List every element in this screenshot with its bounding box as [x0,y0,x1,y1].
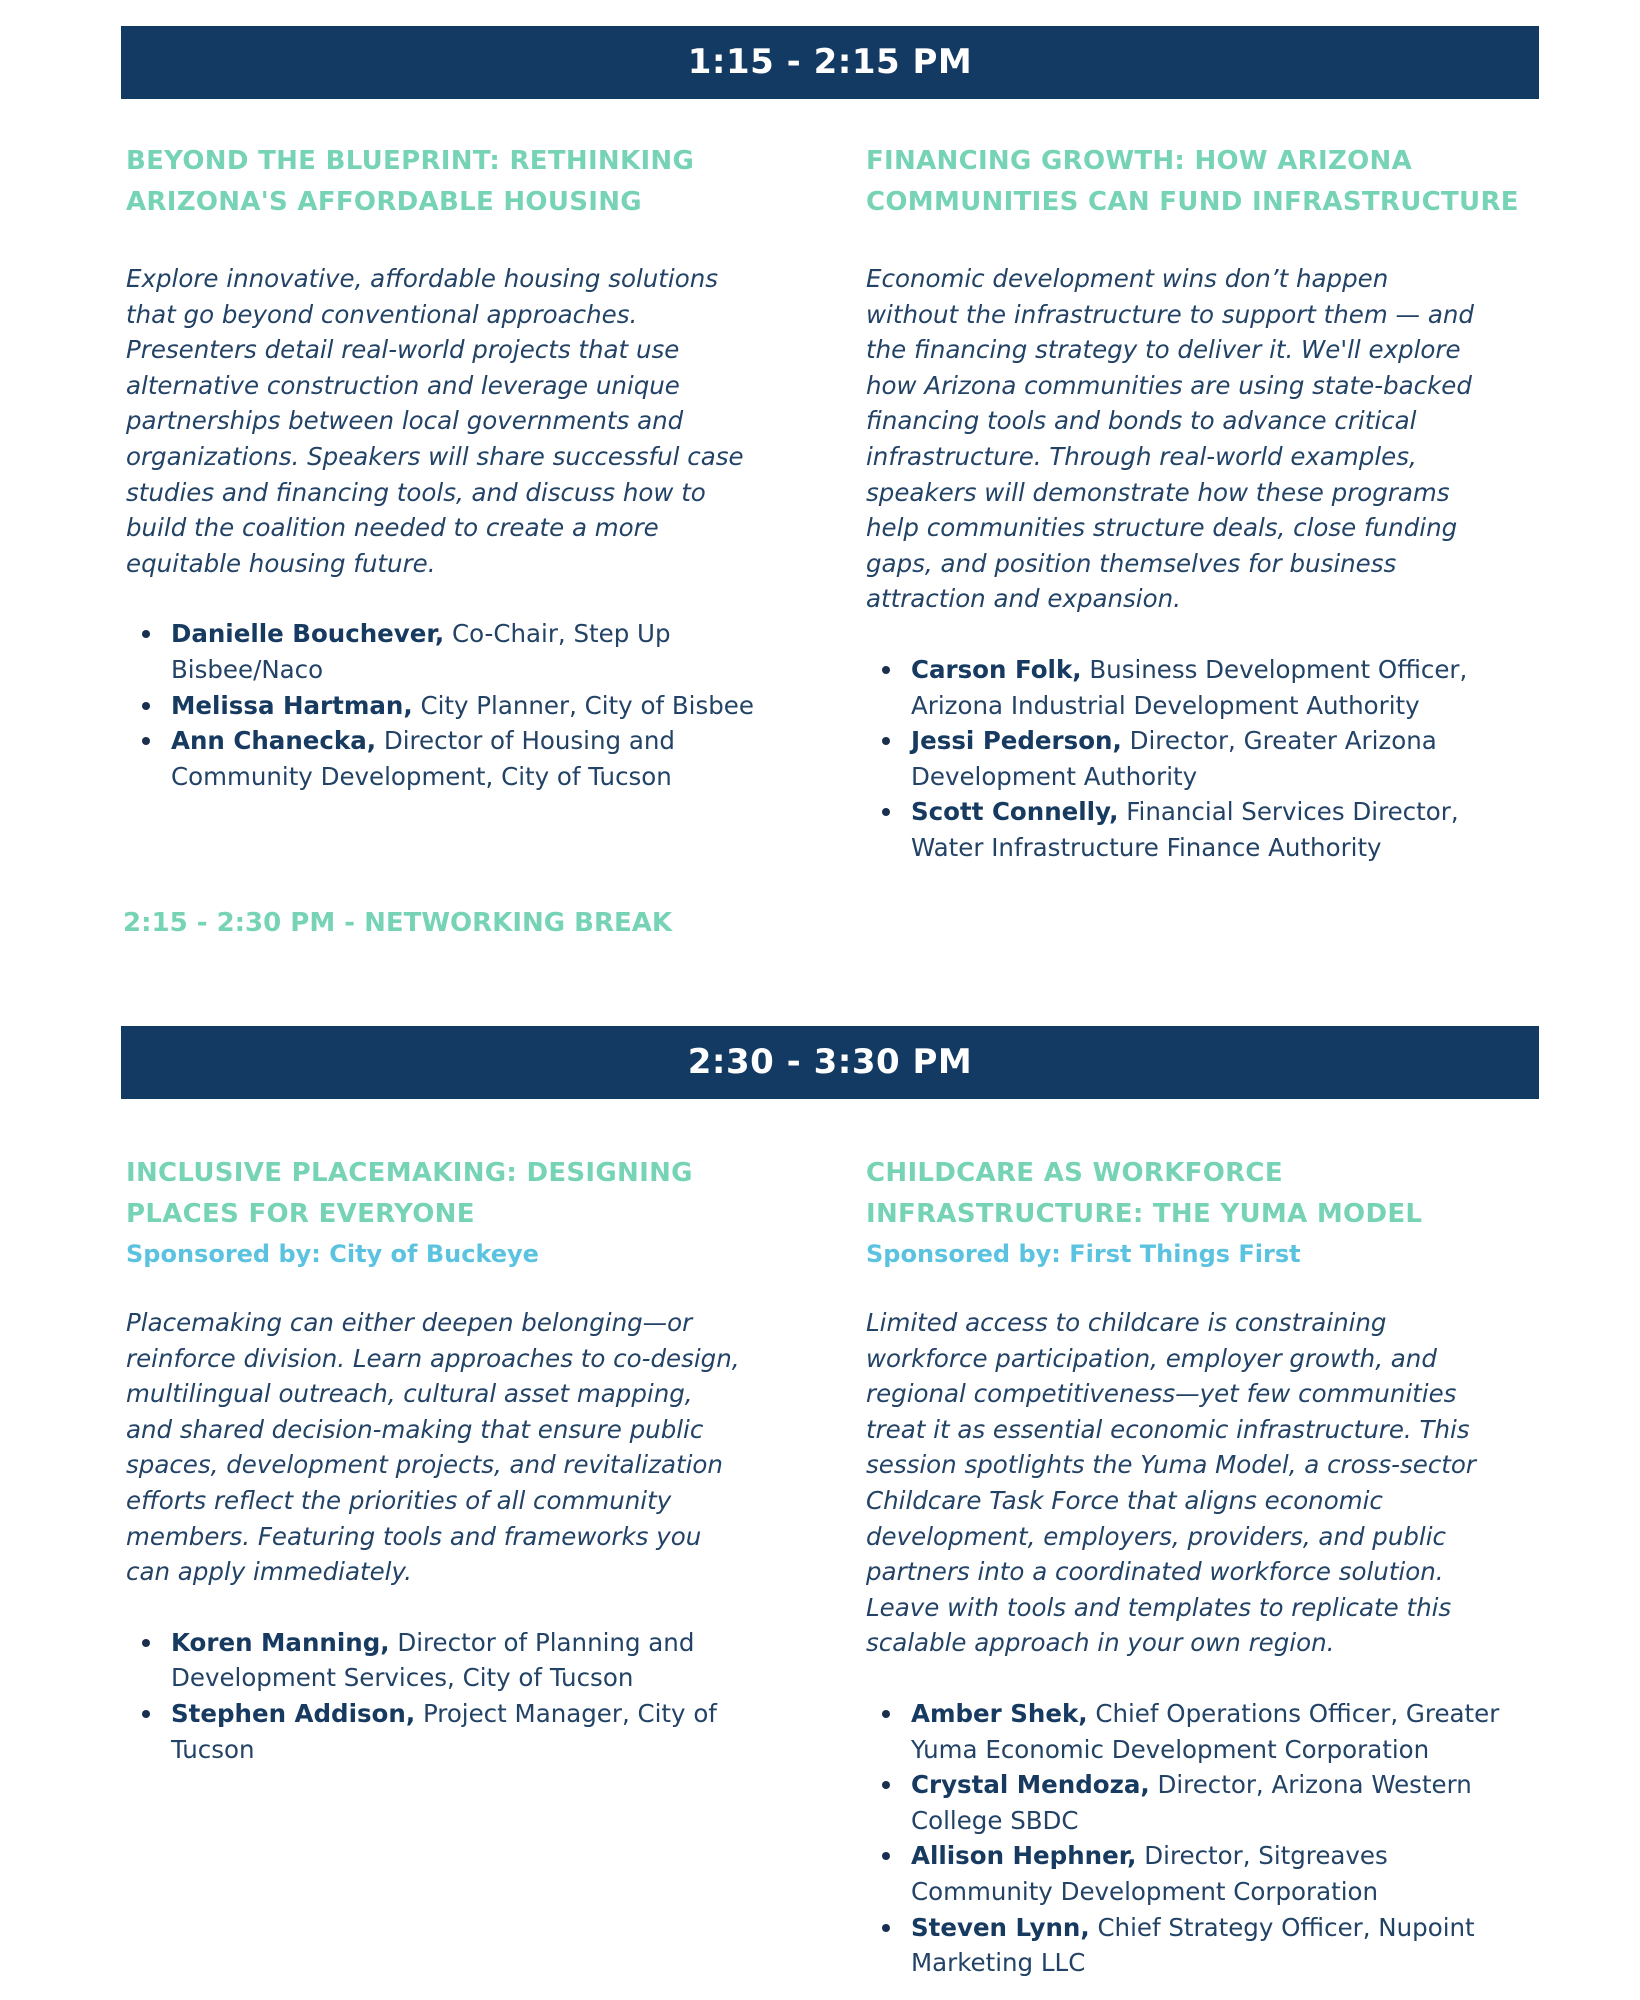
sponsor-line: Sponsored by: First Things First [866,1240,1301,1268]
speaker-item: Melissa Hartman, City Planner, City of Bisbee [171,688,806,724]
bullet-icon [882,666,890,674]
speaker-list [866,652,1546,866]
speaker-list [866,1696,1546,1981]
networking-break: 2:15 - 2:30 PM - NETWORKING BREAK [123,908,673,938]
session-financing-growth [866,141,1546,866]
time-banner-1: 1:15 - 2:15 PM [121,26,1539,99]
bullet-icon [882,1852,890,1860]
session-description: Placemaking can either deepen belonging—or reinforce division. Learn approaches to co-design, multilingual outreach, cultural asset mapping, and shared decision-making that ensure public spaces, development projects, and revitalization efforts reflect the priorities of all community members. Featuring tools and frameworks you can apply immediately. [126,1308,740,1587]
bullet-icon [882,1781,890,1789]
speaker-item: Stephen Addison, Project Manager, City of Tucson [171,1696,806,1767]
session-title: BEYOND THE BLUEPRINT: RETHINKING ARIZONA'S AFFORDABLE HOUSING [126,146,695,217]
speaker-item: Scott Connelly, Financial Services Director, Water Infrastructure Finance Authority [911,794,1546,865]
speaker-item: Carson Folk, Business Development Officer, Arizona Industrial Development Authority [911,652,1546,723]
bullet-icon [142,630,150,638]
bullet-icon [142,1639,150,1647]
bullet-icon [142,702,150,710]
bullet-icon [882,808,890,816]
session-description: Limited access to childcare is constraining workforce participation, employer growth, and regional competitiveness—yet few communities treat it as essential economic infrastructure. This session spotlights the Yuma Model, a cross-sector Childcare Task Force that aligns economic development, employers, providers, and public partners into a coordinated workforce solution. Leave with tools and templates to replicate this scalable approach in your own region. [866,1308,1476,1658]
time-banner-2: 2:30 - 3:30 PM [121,1026,1539,1099]
speaker-list [126,616,806,794]
speaker-item: Koren Manning, Director of Planning and Development Services, City of Tucson [171,1625,806,1696]
bullet-icon [882,1710,890,1718]
session-title: CHILDCARE AS WORKFORCE INFRASTRUCTURE: THE YUMA MODEL [866,1158,1423,1229]
speaker-item: Crystal Mendoza, Director, Arizona Western College SBDC [911,1767,1546,1838]
bullet-icon [882,1924,890,1932]
sponsor-line: Sponsored by: City of Buckeye [126,1240,539,1268]
session-title: INCLUSIVE PLACEMAKING: DESIGNING PLACES FOR EVERYONE [126,1158,693,1229]
speaker-item: Amber Shek, Chief Operations Officer, Greater Yuma Economic Development Corporation [911,1696,1546,1767]
session-inclusive-placemaking [126,1153,806,1767]
session-description: Economic development wins don’t happen without the infrastructure to support them — and the financing strategy to deliver it. We'll explore how Arizona communities are using state-backed financing tools and bonds to advance critical infrastructure. Through real-world examples, speakers will demonstrate how these programs help communities structure deals, close funding gaps, and position themselves for business attraction and expansion. [866,264,1474,614]
session-title: FINANCING GROWTH: HOW ARIZONA COMMUNITIES CAN FUND INFRASTRUCTURE [866,146,1519,217]
speaker-item: Ann Chanecka, Director of Housing and Community Development, City of Tucson [171,723,806,794]
session-description: Explore innovative, affordable housing solutions that go beyond conventional approaches. Presenters detail real-world projects that use alternative construction and leverage unique partnerships between local governments and organizations. Speakers will share successful case studies and financing tools, and discuss how to build the coalition needed to create a more equitable housing future. [126,264,744,578]
bullet-icon [142,1710,150,1718]
speaker-item: Danielle Bouchever, Co-Chair, Step Up Bisbee/Naco [171,616,806,687]
speaker-item: Allison Hephner, Director, Sitgreaves Community Development Corporation [911,1838,1546,1909]
speaker-item: Jessi Pederson, Director, Greater Arizona Development Authority [911,723,1546,794]
speaker-item: Steven Lynn, Chief Strategy Officer, Nupoint Marketing LLC [911,1910,1546,1981]
session-childcare-workforce [866,1153,1546,1981]
session-affordable-housing [126,141,806,794]
speaker-list [126,1625,806,1767]
bullet-icon [882,737,890,745]
bullet-icon [142,737,150,745]
